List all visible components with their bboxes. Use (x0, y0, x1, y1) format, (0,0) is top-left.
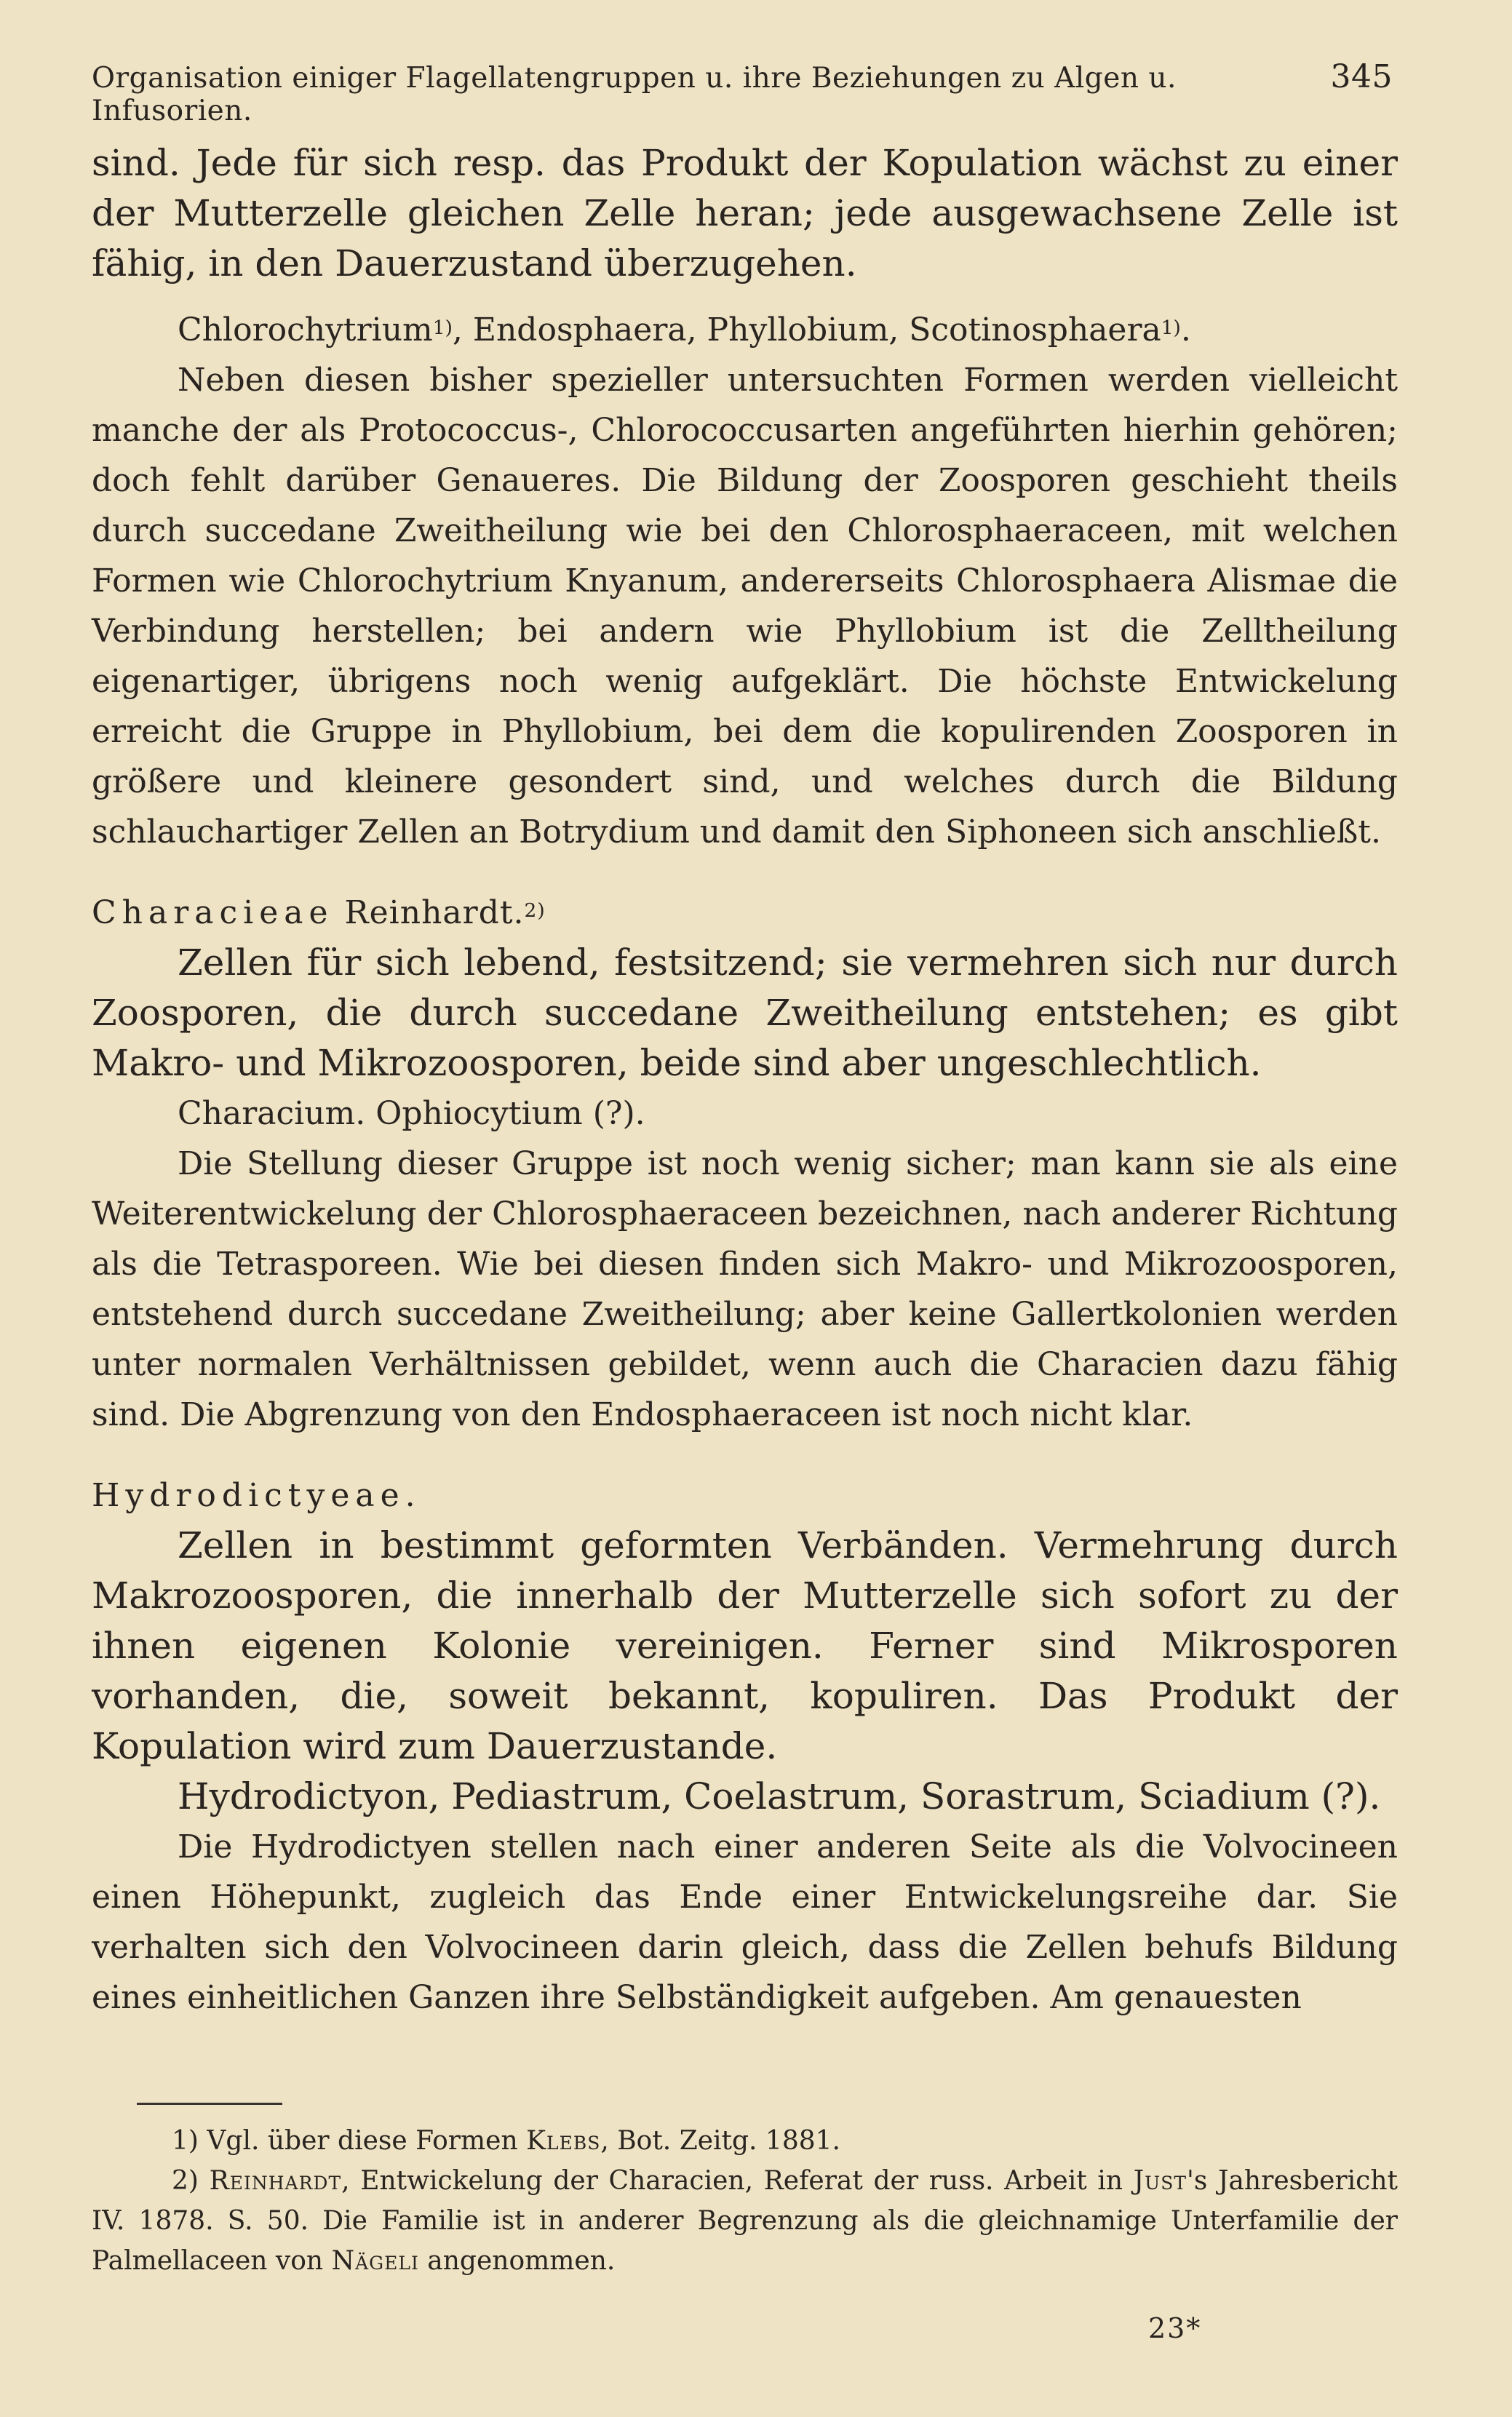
footnote-ref-1: 1) (432, 316, 453, 339)
genera-rest: , Endosphaera, Phyllobium, Scotinosphaera (452, 311, 1161, 349)
paragraph-characieae-diagnosis: Zellen für sich lebend, festsitzend; sie vermehren sich nur durch Zoosporen, die durch succedane Zweitheilung entstehen; es gibt Makro- und Mikrozoosporen, beide sind aber ungeschlechtlich. (92, 941, 1398, 1084)
footnotes (92, 2121, 1398, 2281)
footnote-ref-2: 2) (524, 899, 546, 922)
running-title: Organisation einiger Flagellatengruppen u. ihre Beziehungen zu Algen u. Infusorien. (92, 62, 1177, 127)
section-heading-characieae (92, 888, 1398, 938)
footnote-2-text-b: 's Jahresbericht IV. 1878. S. 50. Die Familie ist in anderer Begrenzung als die gleichnamige Unterfamilie der Palmellaceen von (92, 2166, 1398, 2276)
section-name-hydrodictyeae: Hydrodictyeae. (92, 1477, 421, 1514)
section-author: Reinhardt. (333, 894, 525, 931)
footnote-2-author-3: Nägeli (331, 2246, 419, 2276)
printer-signature: 23* (1148, 2312, 1202, 2344)
footnote-2-author-2: Just (1133, 2166, 1187, 2196)
footnote-2-text-a: , Entwickelung der Characien, Referat der russ. Arbeit in (341, 2166, 1134, 2196)
page-number: 345 (1330, 58, 1393, 95)
footnote-1-text-a: Vgl. über diese Formen (198, 2126, 527, 2156)
footnote-1 (92, 2121, 1398, 2161)
paragraph-discussion-2: Die Stellung dieser Gruppe ist noch wenig sicher; man kann sie als eine Weiterentwickelung der Chlorosphaeraceen bezeichnen, nach anderer Richtung als die Tetrasporeen. Wie bei diesen finden sich Makro- und Mikrozoosporen, entstehend durch succedane Zweitheilung; aber keine Gallertkolonien werden unter normalen Verhältnissen gebildet, wenn auch die Characien dazu fähig sind. Die Abgrenzung von den Endosphaeraceen ist noch nicht klar. (92, 1145, 1398, 1433)
section-heading-hydrodictyeae (92, 1470, 1398, 1521)
footnote-divider (137, 2103, 282, 2105)
running-header (92, 58, 1393, 127)
paragraph-discussion-1: Neben diesen bisher spezieller untersuchten Formen werden vielleicht manche der als Protococcus-, Chlorococcusarten angeführten hierhin gehören; doch fehlt darüber Genaueres. Die Bildung der Zoosporen geschieht theils durch succedane Zweitheilung wie bei den Chlorosphaeraceen, mit welchen Formen wie Chlorochytrium Knyanum, andererseits Chlorosphaera Alismae die Verbindung herstellen; bei andern wie Phyllobium ist die Zelltheilung eigenartiger, übrigens noch wenig aufgeklärt. Die höchste Entwickelung erreicht die Gruppe in Phyllobium, bei dem die kopulirenden Zoosporen in größere und kleinere gesondert sind, und welches durch die Bildung schlauchartiger Zellen an Botrydium und damit den Siphoneen sich anschließt. (92, 362, 1398, 851)
footnote-1-text-b: , Bot. Zeitg. 1881. (600, 2126, 840, 2156)
footnote-2-text-c: angenommen. (418, 2246, 616, 2276)
section-name-characieae: Characieae (92, 894, 334, 931)
paragraph-continued: sind. Jede für sich resp. das Produkt der Kopulation wächst zu einer der Mutterzelle gleichen Zelle heran; jede ausgewachsene Zelle ist fähig, in den Dauerzustand überzugehen. (92, 142, 1398, 284)
genus-chlorochytrium: Chlorochytrium (178, 311, 433, 349)
main-text (92, 138, 1398, 2023)
genera-list-characium: Characium. Ophiocytium (?). (178, 1095, 645, 1132)
genera-period: . (1180, 311, 1191, 349)
footnote-2 (92, 2161, 1398, 2281)
footnote-1-mark: 1) (172, 2126, 199, 2156)
paragraph-discussion-3: Die Hydrodictyen stellen nach einer anderen Seite als die Volvocineen einen Höhepunkt, zugleich das Ende einer Entwickelungsreihe dar. Sie verhalten sich den Volvocineen darin gleich, dass die Zellen behufs Bildung eines einheitlichen Ganzen ihre Selbständigkeit aufgeben. Am genauesten (92, 1828, 1398, 2016)
footnote-2-author-1: Reinhardt (209, 2166, 342, 2196)
footnote-2-mark: 2) (172, 2166, 199, 2196)
footnote-1-author: Klebs (526, 2126, 601, 2156)
genera-list-chlorochytrium (92, 305, 1398, 355)
footnote-ref-1b: 1) (1161, 316, 1181, 339)
genera-list-hydrodictyon: Hydrodictyon, Pediastrum, Coelastrum, Sorastrum, Sciadium (?). (178, 1775, 1381, 1817)
paragraph-hydrodictyeae-diagnosis: Zellen in bestimmt geformten Verbänden. Vermehrung durch Makrozoosporen, die innerhalb der Mutterzelle sich sofort zu der ihnen eigenen Kolonie vereinigen. Ferner sind Mikrosporen vorhanden, die, soweit bekannt, kopuliren. Das Produkt der Kopulation wird zum Dauerzustande. (92, 1524, 1398, 1767)
